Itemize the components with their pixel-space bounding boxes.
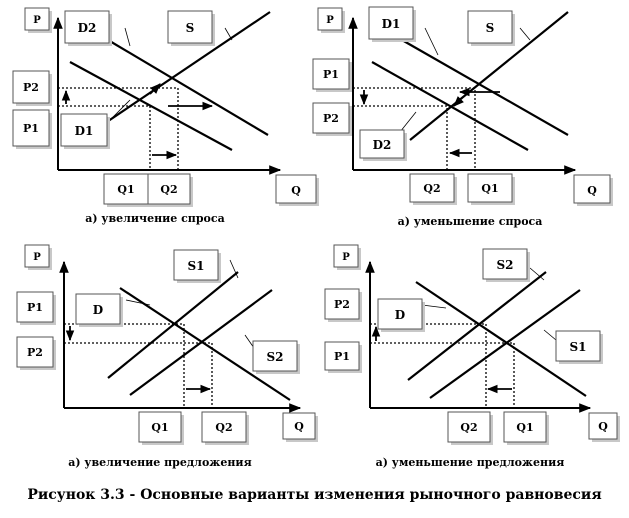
s2-text: S2 bbox=[266, 350, 284, 364]
q2-text: Q2 bbox=[460, 421, 478, 434]
quantity-label-q2 bbox=[148, 174, 193, 207]
panel-subtitle: а) увеличение спроса bbox=[85, 212, 225, 225]
s1-text: S1 bbox=[187, 259, 205, 273]
equilibrium-guide-2 bbox=[370, 324, 486, 408]
price-label-p2 bbox=[313, 103, 352, 136]
quantity-label-q1 bbox=[468, 174, 515, 205]
q-axis-text: Q bbox=[294, 420, 304, 433]
leader-d1 bbox=[425, 28, 438, 55]
panel-demand-increase bbox=[13, 8, 319, 225]
quantity-label-q2 bbox=[410, 174, 457, 205]
p2-text: P2 bbox=[323, 112, 339, 125]
quantity-label-q2 bbox=[448, 412, 493, 445]
d-text: D bbox=[92, 303, 104, 317]
label-d bbox=[76, 294, 123, 327]
leader-s1 bbox=[544, 330, 556, 340]
panel-supply-increase bbox=[17, 245, 318, 469]
quantity-label-q2 bbox=[202, 412, 249, 445]
p2-text: P2 bbox=[23, 81, 39, 94]
p-axis-text: P bbox=[326, 15, 334, 26]
price-label-p1 bbox=[325, 342, 362, 373]
p2-text: P2 bbox=[27, 346, 43, 359]
label-s bbox=[168, 11, 215, 46]
axis-label-p bbox=[25, 245, 52, 270]
d-text: D bbox=[394, 308, 406, 322]
leader-s bbox=[225, 28, 232, 40]
q1-text: Q1 bbox=[516, 421, 534, 434]
demand-shift-arrow-small bbox=[150, 84, 160, 94]
label-d1 bbox=[61, 114, 110, 149]
price-label-p2 bbox=[13, 71, 52, 106]
d2-text: D2 bbox=[372, 138, 392, 152]
q2-text: Q2 bbox=[160, 183, 178, 196]
leader-s bbox=[520, 28, 530, 40]
price-label-p2 bbox=[17, 337, 56, 370]
leader-d2 bbox=[400, 112, 416, 132]
label-s2 bbox=[483, 249, 530, 282]
p1-text: P1 bbox=[27, 301, 43, 314]
label-s bbox=[468, 11, 515, 46]
q-axis-text: Q bbox=[587, 184, 597, 197]
p2-text: P2 bbox=[334, 298, 350, 311]
q1-text: Q1 bbox=[481, 182, 499, 195]
axis-label-p bbox=[25, 8, 52, 33]
axis-label-q bbox=[574, 175, 613, 206]
panel-subtitle: а) уменьшение спроса bbox=[397, 215, 543, 228]
q2-text: Q2 bbox=[215, 421, 233, 434]
p1-text: P1 bbox=[23, 122, 39, 135]
axis-label-p bbox=[318, 8, 345, 33]
label-d1 bbox=[369, 7, 416, 42]
q2-text: Q2 bbox=[423, 182, 441, 195]
q-axis-text: Q bbox=[598, 420, 608, 433]
label-d bbox=[378, 299, 425, 332]
label-s2 bbox=[253, 341, 300, 374]
panel-subtitle: а) увеличение предложения bbox=[68, 456, 252, 469]
price-label-p1 bbox=[313, 59, 352, 92]
label-s1 bbox=[174, 250, 221, 283]
figure-caption: Рисунок 3.3 - Основные варианты изменения рыночного равновесия bbox=[27, 487, 602, 503]
quantity-label-q1 bbox=[504, 412, 549, 445]
q1-text: Q1 bbox=[117, 183, 135, 196]
panel-subtitle: а) уменьшение предложения bbox=[375, 456, 565, 469]
quantity-label-q1 bbox=[139, 412, 184, 445]
p-axis-text: P bbox=[33, 252, 41, 263]
leader-d bbox=[422, 305, 446, 308]
price-label-p1 bbox=[17, 292, 56, 325]
s-text: S bbox=[485, 21, 495, 35]
quantity-label-q1 bbox=[104, 174, 151, 207]
price-label-p2 bbox=[325, 289, 362, 322]
d2-text: D2 bbox=[77, 21, 97, 35]
p-axis-text: P bbox=[342, 252, 350, 263]
axis-label-p bbox=[334, 245, 361, 270]
label-d2 bbox=[65, 11, 112, 46]
p-axis-text: P bbox=[33, 15, 41, 26]
p1-text: P1 bbox=[323, 68, 339, 81]
axis-label-q bbox=[283, 413, 318, 442]
q1-text: Q1 bbox=[151, 421, 169, 434]
d1-text: D1 bbox=[381, 17, 401, 31]
label-s1 bbox=[556, 331, 603, 364]
d1-text: D1 bbox=[74, 124, 94, 138]
panel-demand-decrease bbox=[313, 7, 613, 228]
s1-text: S1 bbox=[569, 340, 587, 354]
axis-label-q bbox=[589, 413, 620, 442]
p1-text: P1 bbox=[334, 350, 350, 363]
label-d2 bbox=[360, 130, 407, 161]
price-label-p1 bbox=[13, 110, 52, 149]
panel-supply-decrease bbox=[325, 245, 620, 469]
leader-d2 bbox=[125, 28, 130, 46]
s-text: S bbox=[185, 21, 195, 35]
s2-text: S2 bbox=[496, 258, 514, 272]
axis-label-q bbox=[276, 175, 319, 206]
q-axis-text: Q bbox=[291, 184, 301, 197]
